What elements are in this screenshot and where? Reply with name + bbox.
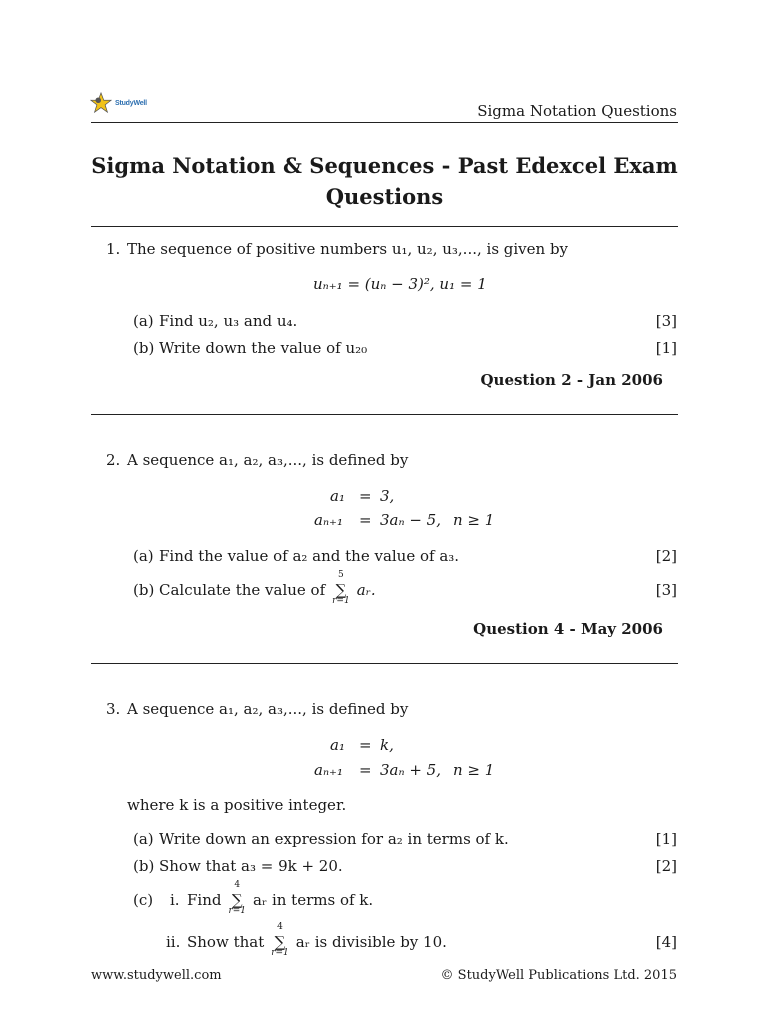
q3a-marks: [1] — [655, 830, 677, 848]
q3c-marks: [4] — [655, 933, 677, 951]
q2-rule — [91, 663, 678, 664]
q2-eq1-rhs: 3, — [380, 487, 395, 505]
sum-lower-limit: r=1 — [271, 948, 289, 958]
q3c-label: (c) — [133, 891, 154, 909]
running-title: Sigma Notation Questions — [477, 102, 677, 120]
sum-symbol: ∑ 4 r=1 — [272, 933, 288, 951]
q2b-text-after: aᵣ. — [356, 581, 376, 599]
q3b-label: (b) — [133, 857, 155, 875]
q1-rule — [91, 414, 678, 415]
q2-eq2-lhs: aₙ₊₁ — [314, 511, 343, 529]
q2-eq1-lhs: a₁ — [330, 487, 345, 505]
star-icon — [90, 92, 112, 114]
q1a-label: (a) — [133, 312, 154, 330]
q1-equation: uₙ₊₁ = (uₙ − 3)², u₁ = 1 — [313, 275, 487, 293]
q2b-text — [159, 570, 376, 606]
q3c-ii-label: ii. — [166, 933, 181, 951]
sum-lower-limit: r=1 — [332, 596, 350, 606]
sum-lower-limit: r=1 — [228, 906, 247, 916]
q1-number: 1. — [106, 240, 121, 258]
q2-eq1-op: = — [359, 487, 372, 505]
q3-intro: A sequence a₁, a₂, a₃,..., is defined by — [127, 700, 409, 718]
q3-eq2-op: = — [359, 761, 372, 779]
q3-eq1-lhs: a₁ — [330, 736, 345, 754]
footer-website[interactable]: www.studywell.com — [91, 968, 222, 983]
title-rule — [91, 226, 678, 227]
q3b-marks: [2] — [655, 857, 677, 875]
q1a-marks: [3] — [655, 312, 677, 330]
q1b-marks: [1] — [655, 339, 677, 357]
q2b-marks: [3] — [655, 581, 677, 599]
q3-eq2-lhs: aₙ₊₁ — [314, 761, 343, 779]
logo-text: StudyWell — [115, 99, 147, 107]
q2-eq2-cond: n ≥ 1 — [453, 511, 495, 529]
q3c-i-text-before: Find — [187, 891, 222, 909]
page-title — [91, 150, 678, 212]
sum-symbol: ∑ 4 r=1 — [229, 891, 245, 909]
q3-number: 3. — [106, 700, 121, 718]
q3-where: where k is a positive integer. — [127, 796, 347, 814]
q2-eq2-op: = — [359, 511, 372, 529]
page-title-line2: Questions — [325, 184, 444, 209]
q3a-text: Write down an expression for a₂ in terms of k. — [159, 830, 509, 848]
q2b-label: (b) — [133, 581, 155, 599]
q2a-marks: [2] — [655, 547, 677, 565]
q2-reference: Question 4 - May 2006 — [473, 620, 663, 638]
sum-upper-limit: 4 — [234, 880, 241, 890]
q3-eq1-rhs: k, — [380, 736, 394, 754]
q2a-text: Find the value of a₂ and the value of a₃. — [159, 547, 460, 565]
q1b-text: Write down the value of u₂₀ — [159, 339, 368, 357]
sum-symbol: ∑ 5 r=1 — [333, 581, 349, 599]
q3c-i-text-after: aᵣ in terms of k. — [253, 891, 374, 909]
q3c-ii-text-before: Show that — [187, 933, 265, 951]
q1-intro: The sequence of positive numbers u₁, u₂, u₃,..., is given by — [127, 240, 569, 258]
q3-eq2-cond: n ≥ 1 — [453, 761, 495, 779]
header-rule — [91, 122, 678, 123]
studywell-logo — [90, 92, 147, 114]
q1-reference: Question 2 - Jan 2006 — [480, 371, 663, 389]
q3c-i-label: i. — [170, 891, 180, 909]
footer-copyright: © StudyWell Publications Ltd. 2015 — [440, 968, 677, 983]
q3b-text: Show that a₃ = 9k + 20. — [159, 857, 343, 875]
q3c-ii-text-after: aᵣ is divisible by 10. — [295, 933, 447, 951]
q2-eq2-rhs: 3aₙ − 5, — [380, 511, 441, 529]
q2a-label: (a) — [133, 547, 154, 565]
q3a-label: (a) — [133, 830, 154, 848]
q3c-i-text — [187, 880, 374, 916]
q2-intro: A sequence a₁, a₂, a₃,..., is defined by — [127, 451, 409, 469]
sum-upper-limit: 4 — [277, 922, 283, 932]
q1b-label: (b) — [133, 339, 155, 357]
q3-eq2-rhs: 3aₙ + 5, — [380, 761, 441, 779]
q2-number: 2. — [106, 451, 121, 469]
sum-upper-limit: 5 — [338, 570, 344, 580]
q3c-ii-text — [187, 922, 447, 958]
page-title-line1: Sigma Notation & Sequences - Past Edexcel Exam — [91, 153, 678, 178]
q3-eq1-op: = — [359, 736, 372, 754]
q2b-text-before: Calculate the value of — [159, 581, 326, 599]
q1a-text: Find u₂, u₃ and u₄. — [159, 312, 298, 330]
